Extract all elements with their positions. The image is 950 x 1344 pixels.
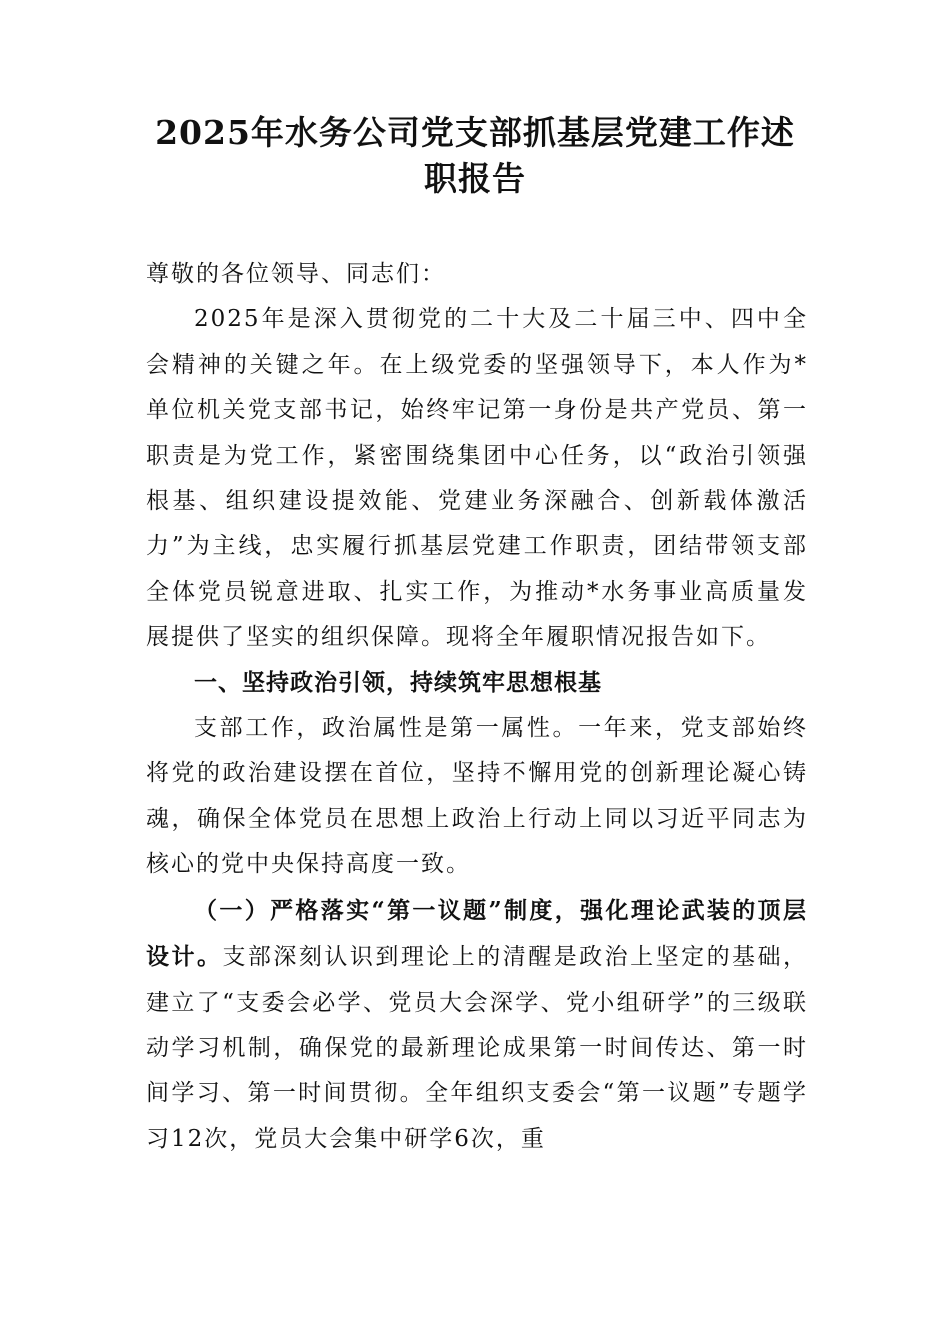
- document-body: [146, 252, 808, 1162]
- section-heading-1: 一、坚持政治引领，持续筑牢思想根基: [194, 669, 602, 696]
- subsection-heading-1: （一）严格落实“第一议题”制度，强化理论武装的顶层设计。: [146, 896, 808, 971]
- title-line-1: 2025年水务公司党支部抓基层党建工作述: [155, 113, 795, 152]
- subsection-1-text: 支部深刻认识到理论上的清醒是政治上坚定的基础，建立了“支委会必学、党员大会深学、党小组研学”的三级联动学习机制，确保党的最新理论成果第一时间传达、第一时间学习、第一时间贯彻。全年组织支委会“第一议题”专题学习12次，党员大会集中研学6次，重: [146, 944, 809, 1152]
- salutation: 尊敬的各位领导、同志们：: [146, 261, 446, 287]
- intro-paragraph: 2025年是深入贯彻党的二十大及二十届三中、四中全会精神的关键之年。在上级党委的坚强领导下，本人作为*单位机关党支部书记，始终牢记第一身份是共产党员、第一职责是为党工作，紧密围绕集团中心任务，以“政治引领强根基、组织建设提效能、党建业务深融合、创新载体激活力”为主线，忠实履行抓基层党建工作职责，团结带领支部全体党员锐意进取、扎实工作，为推动*水务事业高质量发展提供了坚实的组织保障。现将全年履职情况报告如下。: [146, 306, 808, 651]
- title-line-2: 职报告: [424, 159, 526, 198]
- document-title: [120, 110, 830, 202]
- section-1-paragraph: 支部工作，政治属性是第一属性。一年来，党支部始终将党的政治建设摆在首位，坚持不懈用党的创新理论凝心铸魂，确保全体党员在思想上政治上行动上同以习近平同志为核心的党中央保持高度一致。: [146, 715, 808, 878]
- subsection-1-paragraph: [146, 888, 808, 1162]
